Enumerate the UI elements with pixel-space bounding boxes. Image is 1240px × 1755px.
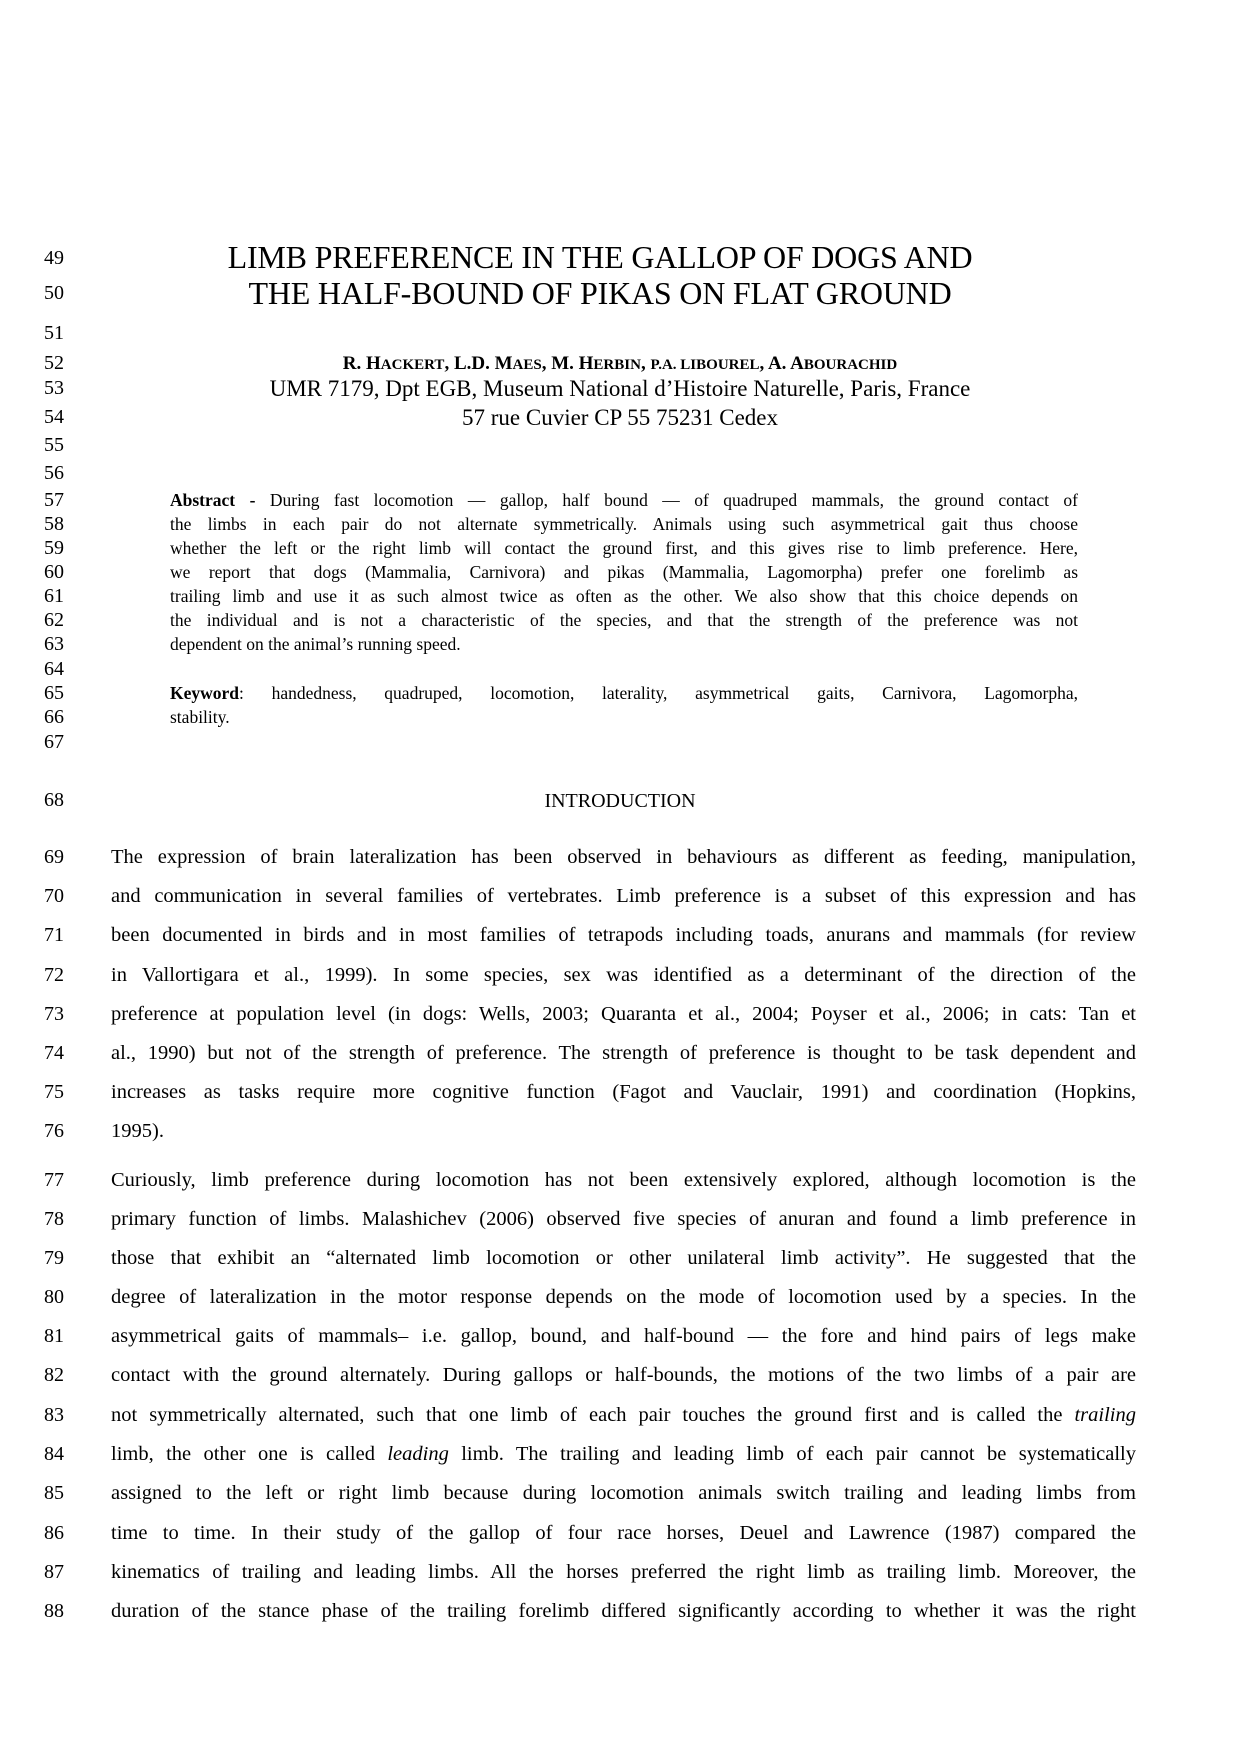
body-line: The expression of brain lateralization has been observed in behaviours as different as feeding, manipulation, [111,846,1136,868]
body-line: preference at population level (in dogs: Wells, 2003; Quaranta et al., 2004; Poyser et al., 2006; in cats: Tan et [111,1003,1136,1025]
line-number: 57 [44,489,64,511]
line-number: 49 [44,247,64,269]
title-line: LIMB PREFERENCE IN THE GALLOP OF DOGS AND [227,239,973,275]
body-line: primary function of limbs. Malashichev (2006) observed five species of anuran and found a limb preference in [111,1208,1136,1230]
line-number: 51 [44,322,64,344]
italic-term: leading [387,1443,449,1465]
line-number: 70 [44,885,64,907]
line-number: 60 [44,561,64,583]
body-line: al., 1990) but not of the strength of preference. The strength of preference is thought to be task dependent and [111,1042,1136,1064]
body-line: contact with the ground alternately. During gallops or half-bounds, the motions of the two limbs of a pair are [111,1364,1136,1386]
body-text-span: limb. The trailing and leading limb of each pair cannot be systematically [448,1443,1136,1465]
body-line: increases as tasks require more cognitive function (Fagot and Vauclair, 1991) and coordination (Hopkins, [111,1081,1136,1103]
keywords-line [170,682,1078,704]
line-number: 75 [44,1081,64,1103]
line-number: 85 [44,1482,64,1504]
line-number: 78 [44,1208,64,1230]
abstract-label: Abstract - [170,490,256,510]
body-line: Curiously, limb preference during locomotion has not been extensively explored, although locomotion is the [111,1169,1136,1191]
line-number: 86 [44,1522,64,1544]
line-number: 50 [44,282,64,304]
line-number: 59 [44,537,64,559]
line-number: 82 [44,1364,64,1386]
line-number: 73 [44,1003,64,1025]
body-line: asymmetrical gaits of mammals– i.e. gallop, bound, and half-bound — the fore and hind pairs of legs make [111,1325,1136,1347]
body-line: time to time. In their study of the gallop of four race horses, Deuel and Lawrence (1987) compared the [111,1522,1136,1544]
line-number: 58 [44,513,64,535]
body-line: those that exhibit an “alternated limb locomotion or other unilateral limb activity”. He suggested that the [111,1247,1136,1269]
line-number: 55 [44,434,64,456]
line-number: 71 [44,924,64,946]
italic-term: trailing [1074,1404,1136,1426]
line-number: 62 [44,609,64,631]
title-line: THE HALF-BOUND OF PIKAS ON FLAT GROUND [248,275,952,311]
line-number: 65 [44,682,64,704]
line-number: 52 [44,352,64,374]
body-line: in Vallortigara et al., 1999). In some species, sex was identified as a determinant of the direction of the [111,964,1136,986]
line-number: 77 [44,1169,64,1191]
body-line [111,1442,1136,1466]
line-number: 76 [44,1120,64,1142]
body-line: kinematics of trailing and leading limbs. All the horses preferred the right limb as trailing limb. Moreover, the [111,1561,1136,1583]
line-number: 84 [44,1443,64,1465]
body-line [111,1403,1136,1427]
line-number: 69 [44,846,64,868]
line-number: 63 [44,633,64,655]
line-number: 74 [44,1042,64,1064]
abstract-line: whether the left or the right limb will contact the ground first, and this gives rise to limb preference. Here, [170,538,1078,558]
abstract-line [170,489,1078,511]
line-number: 79 [44,1247,64,1269]
abstract-line: we report that dogs (Mammalia, Carnivora) and pikas (Mammalia, Lagomorpha) prefer one forelimb as [170,562,1078,582]
body-line: and communication in several families of vertebrates. Limb preference is a subset of this expression and has [111,885,1136,907]
body-line: assigned to the left or right limb because during locomotion animals switch trailing and leading limbs from [111,1482,1136,1504]
body-line: been documented in birds and in most families of tetrapods including toads, anurans and mammals (for review [111,924,1136,946]
body-text-span: not symmetrically alternated, such that one limb of each pair touches the ground first and is called the [111,1404,1075,1426]
line-number: 72 [44,964,64,986]
line-number: 53 [44,377,64,399]
body-line: degree of lateralization in the motor response depends on the mode of locomotion used by a species. In the [111,1286,1136,1308]
line-number: 54 [44,406,64,428]
keywords-line: stability. [170,707,230,727]
abstract-line: the limbs in each pair do not alternate symmetrically. Animals using such asymmetrical gait thus choose [170,514,1078,534]
line-number: 80 [44,1286,64,1308]
section-heading: INTRODUCTION [544,790,696,812]
line-number: 66 [44,706,64,728]
body-line: 1995). [111,1120,164,1142]
line-number: 81 [44,1325,64,1347]
line-number: 64 [44,658,64,680]
abstract-line: the individual and is not a characteristic of the species, and that the strength of the preference was not [170,610,1078,630]
line-number: 67 [44,731,64,753]
abstract-text: During fast locomotion — gallop, half bound — of quadruped mammals, the ground contact of [255,490,1078,510]
keywords-label: Keyword [170,683,240,703]
line-number: 83 [44,1404,64,1426]
line-number: 61 [44,585,64,607]
body-line: duration of the stance phase of the trailing forelimb differed significantly according to whether it was the right [111,1600,1136,1622]
abstract-line: dependent on the animal’s running speed. [170,634,461,654]
abstract-line: trailing limb and use it as such almost twice as often as the other. We also show that this choice depends on [170,586,1078,606]
line-number: 68 [44,789,64,811]
affiliation-line: UMR 7179, Dpt EGB, Museum National d’Histoire Naturelle, Paris, France [269,376,971,401]
line-number: 56 [44,462,64,484]
line-number: 88 [44,1600,64,1622]
line-number: 87 [44,1561,64,1583]
body-text-span: limb, the other one is called [111,1443,388,1465]
affiliation-line: 57 rue Cuvier CP 55 75231 Cedex [461,405,778,430]
keywords-text: : handedness, quadruped, locomotion, laterality, asymmetrical gaits, Carnivora, Lagomorpha, [239,683,1078,703]
author-list: R. HACKERT, L.D. MAES, M. HERBIN, P.A. LIBOUREL, A. ABOURACHID [342,353,898,374]
